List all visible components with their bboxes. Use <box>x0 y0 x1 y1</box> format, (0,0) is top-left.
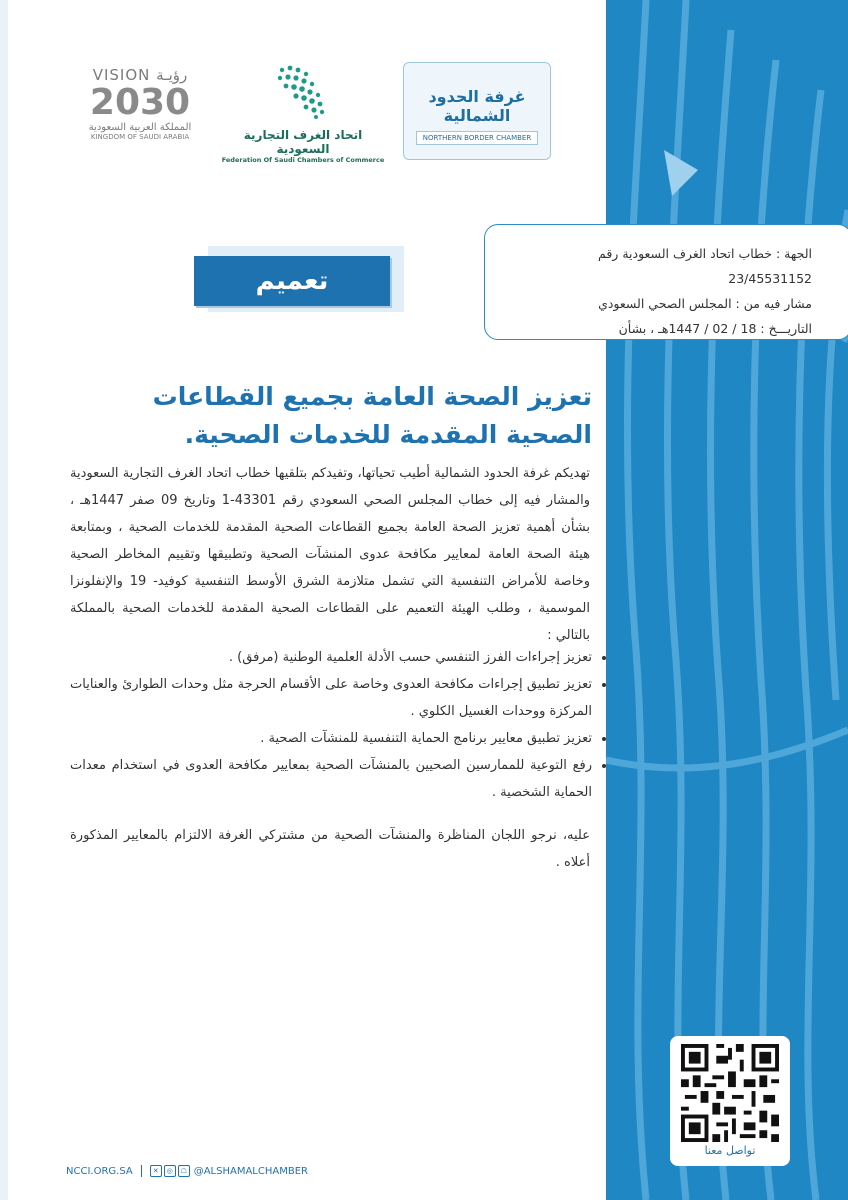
northern-border-chamber-logo: غرفة الحدود الشمالية NORTHERN BORDER CHAMBER <box>403 62 551 160</box>
footer <box>66 1163 308 1179</box>
social-handle[interactable]: @ALSHAMALCHAMBER <box>193 1165 308 1177</box>
qr-label: تواصل معنا <box>704 1144 756 1157</box>
contact-qr-card[interactable] <box>670 1036 790 1166</box>
arrow-icon <box>664 150 698 196</box>
dotted-map-icon <box>268 60 338 122</box>
closing-paragraph: عليه، نرجو اللجان المناظرة والمنشآت الصحية من مشتركي الغرفة الالتزام بالمعايير المذكورة أعلاه . <box>70 828 590 870</box>
reference-mentioned-by: مشار فيه من : المجلس الصحي السعودي <box>598 296 812 311</box>
left-edge-strip <box>0 0 8 1200</box>
reference-info-text <box>512 241 812 341</box>
list-item: • تعزيز تطبيق إجراءات مكافحة العدوى وخاصة على الأقسام الحرجة مثل وحدات الطوارئ والعنايات المركزة ووحدات الغسيل الكلوي . <box>70 671 592 725</box>
snapchat-icon[interactable]: ☖ <box>178 1165 190 1177</box>
list-item: • تعزيز إجراءات الفرز التنفسي حسب الأدلة العلمية الوطنية (مرفق) . <box>70 644 592 671</box>
list-item: • تعزيز تطبيق معايير برنامج الحماية التنفسية للمنشآت الصحية . <box>70 725 592 752</box>
federation-logo: اتحاد الغرف التجارية السعودية Federation Of Saudi Chambers of Commerce <box>218 60 388 170</box>
bullet-list <box>70 644 616 806</box>
list-item: • رفع التوعية للممارسين الصحيين بالمنشآت الصحية بمعايير مكافحة العدوى في استخدام معدات الحماية الشخصية . <box>70 752 592 806</box>
header-logos <box>70 60 570 170</box>
website-link[interactable]: NCCI.ORG.SA <box>66 1165 133 1177</box>
instagram-icon[interactable]: ◎ <box>164 1165 176 1177</box>
page-title: تعزيز الصحة العامة بجميع القطاعات الصحية المقدمة للخدمات الصحية. <box>152 382 592 449</box>
reference-source: الجهة : خطاب اتحاد الغرف السعودية رقم 23/45531152 <box>598 246 812 286</box>
decorative-side-panel <box>606 0 848 1200</box>
social-icons <box>150 1165 190 1177</box>
x-icon[interactable]: ✕ <box>150 1165 162 1177</box>
reference-date: التاريـــخ : 18 / 02 / 1447هـ ، بشأن <box>618 321 812 336</box>
footer-divider <box>141 1165 142 1177</box>
circular-badge: تعميم <box>194 256 390 306</box>
body-paragraph: تهديكم غرفة الحدود الشمالية أطيب تحياتها، وتفيدكم بتلقيها خطاب اتحاد الغرف التجارية السعودية والمشار فيه إلى خطاب المجلس الصحي السعودي رقم 43301-1 وتاريخ 09 صفر 1447هـ ، بشأن أهمية تعزيز الصحة العامة بجميع القطاعات الصحية المقدمة للخدمات الصحية ، وبمتابعة هيئة الصحة العامة لمعايير مكافحة عدوى المنشآت الصحية وتطبيقها وتقييم المخاطر الصحية وخاصة للأمراض التنفسية التي تشمل متلازمة الشرق الأوسط التنفسية كوفيد- 19 والإنفلونزا الموسمية ، وطلب الهيئة التعميم على القطاعات الصحية المقدمة للخدمات الصحية بالمملكة بالتالي : <box>70 466 590 643</box>
qr-code-icon[interactable] <box>680 1044 780 1142</box>
contour-lines-decoration <box>606 0 848 1200</box>
vision-2030-logo: VISION رؤيـة 2030 المملكة العربية السعودية KINGDOM OF SAUDI ARABIA <box>88 66 192 141</box>
